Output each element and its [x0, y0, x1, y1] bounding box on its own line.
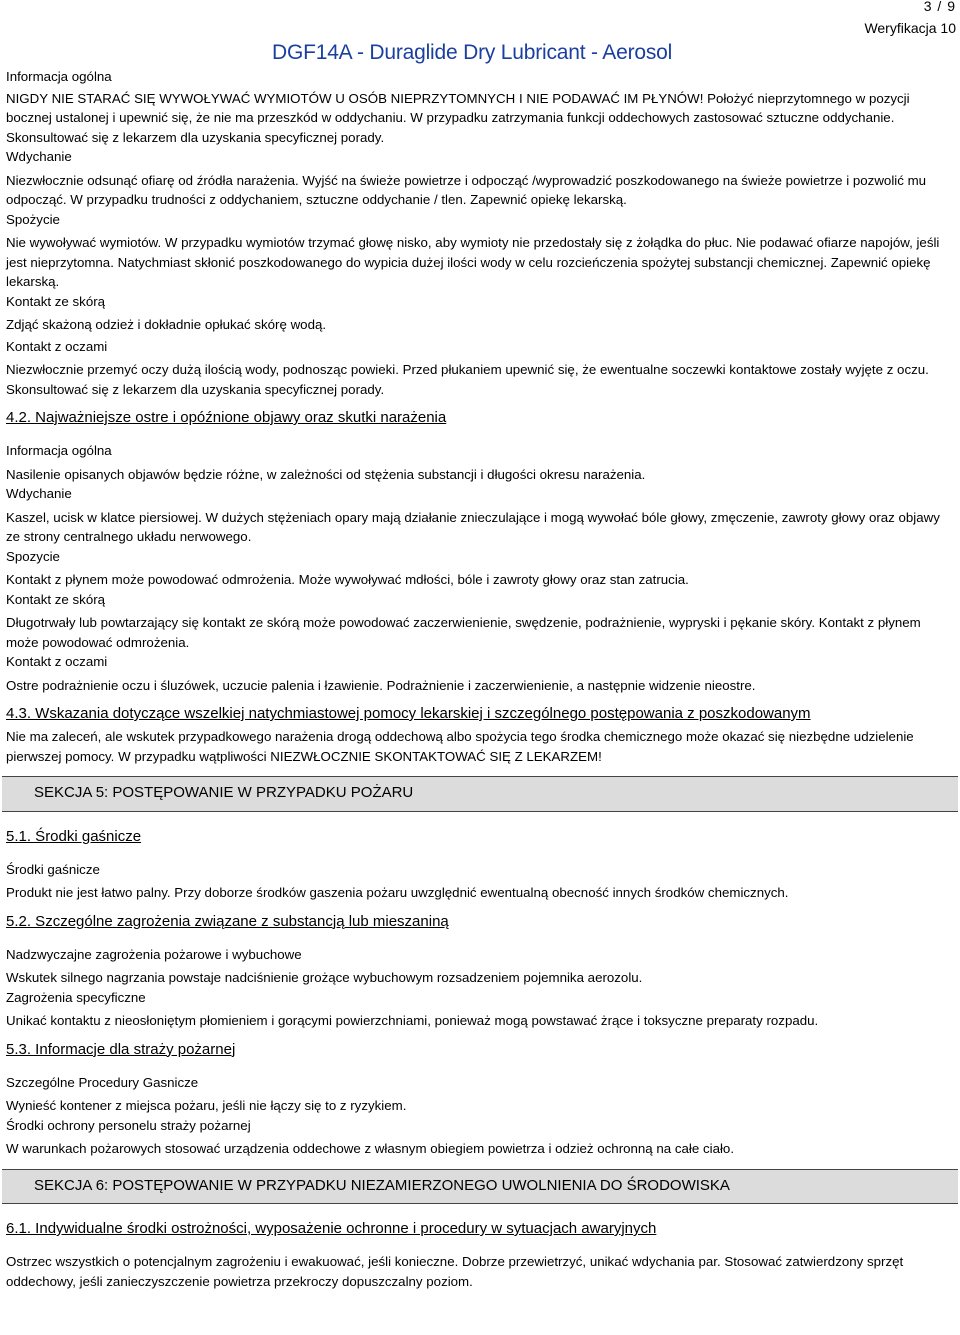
- label-firefighter-protection: Środki ochrony personelu straży pożarnej: [6, 1117, 251, 1133]
- text-general-information: Nasilenie opisanych objawów będzie różne, w zależności od stężenia substancji i długości okresu narażenia.: [6, 466, 646, 482]
- text-personal-precautions: Ostrzec wszystkich o potencjalnym zagrożeniu i ewakuować, jeśli konieczne. Dobrze przewietrzyć, unikać wdychania par. Stosować zatwierdzony sprzęt oddechowy, jeśli zanieczyszczenie powietrza przekroczy dopuszczalny poziom.: [6, 1254, 904, 1289]
- text-eye-contact: Niezwłocznie przemyć oczy dużą ilością wody, podnosząc powieki. Przed płukaniem upewnić się, że ewentualne soczewki kontaktowe zostały wyjęte z oczu. Skonsultować się z lekarzem dla uzyskania specyficznej porady.: [6, 362, 929, 397]
- section-heading-6: SEKCJA 6: POSTĘPOWANIE W PRZYPADKU NIEZAMIERZONEGO UWOLNIENIA DO ŚRODOWISKA: [2, 1169, 958, 1205]
- document-body: [6, 67, 954, 1291]
- text-skin-contact: Długotrwały lub powtarzający się kontakt ze skórą może powodować zaczerwienienie, swędzenie, podrażnienie, wypryski i pękanie skóry. Kontakt z płynem może powodować odmrożenia.: [6, 615, 921, 650]
- label-eye-contact: Kontakt z oczami: [6, 338, 108, 354]
- label-eye-contact: Kontakt z oczami: [6, 654, 108, 669]
- label-extinguishing-media: Środki gaśnicze: [6, 861, 100, 877]
- label-skin-contact: Kontakt ze skórą: [6, 591, 106, 607]
- subsection-heading-6-1: 6.1. Indywidualne środki ostrożności, wyposażenie ochronne i procedury w sytuacjach awaryjnych: [6, 1220, 657, 1237]
- label-inhalation: Wdychanie: [6, 486, 72, 501]
- text-skin-contact: Zdjąć skażoną odzież i dokładnie opłukać skórę wodą.: [6, 317, 327, 332]
- text-inhalation: Niezwłocznie odsunąć ofiarę od źródła narażenia. Wyjść na świeże powietrze i odpocząć /wyprowadzić poszkodowanego na świeże powietrze i pozwolić mu odpocząć. W przypadku trudności z oddychaniem, sztuczne oddychanie / tlen. Zapewnić opiekę lekarską.: [6, 172, 927, 207]
- label-fire-explosion-hazards: Nadzwyczajne zagrożenia pożarowe i wybuchowe: [6, 946, 302, 962]
- label-skin-contact: Kontakt ze skórą: [6, 293, 106, 309]
- text-general-information: NIGDY NIE STARAĆ SIĘ WYWOŁYWAĆ WYMIOTÓW U OSÓB NIEPRZYTOMNYCH I NIE PODAWAĆ IM PŁYNÓW! Położyć nieprzytomnego w pozycji bocznej ustalonej i upewnić się, że nie ma przeszkód w oddychaniu. W przypadku zatrzymania funkcji oddechowych zastosować sztuczne oddychanie. Skonsultować się z lekarzem dla uzyskania specyficznej porady.: [6, 90, 910, 145]
- text-medical-attention: Nie ma zaleceń, ale wskutek przypadkowego narażenia drogą oddechową albo spożycia tego środka chemicznego może okazać się niezbędne udzielenie pierwszej pomocy. W przypadku wątpliwości NIEZWŁOCZNIE SKONTAKTOWAĆ SIĘ Z LEKARZEM!: [6, 729, 914, 764]
- label-ingestion: Spożycie: [6, 211, 60, 227]
- label-general-information: Informacja ogólna: [6, 443, 112, 458]
- label-ingestion: Spozycie: [6, 548, 60, 564]
- text-specific-hazards: Unikać kontaktu z nieosłoniętym płomieniem i gorącymi powierzchniami, ponieważ mogą powstawać żrące i toksyczne preparaty rozpadu.: [6, 1013, 819, 1028]
- text-firefighter-protection: W warunkach pożarowych stosować urządzenia oddechowe z własnym obiegiem powietrza i odzież ochronną na całe ciało.: [6, 1141, 735, 1156]
- subsection-heading-5-2: 5.2. Szczególne zagrożenia związane z substancją lub mieszaniną: [6, 912, 449, 930]
- text-inhalation: Kaszel, ucisk w klatce piersiowej. W dużych stężeniach opary mają działanie znieczulające i mogą wywołać bóle głowy, zmęczenie, zawroty głowy oraz objawy ze strony centralnego układu nerwowego.: [6, 509, 940, 544]
- text-extinguishing-media: Produkt nie jest łatwo palny. Przy doborze środków gaszenia pożaru uwzględnić ewentualną obecność innych środków chemicznych.: [6, 885, 789, 900]
- label-inhalation: Wdychanie: [6, 149, 72, 164]
- product-title: DGF14A - Duraglide Dry Lubricant - Aerosol: [272, 41, 673, 64]
- label-general-information: Informacja ogólna: [6, 69, 112, 84]
- text-ingestion: Kontakt z płynem może powodować odmrożenia. Może wywoływać mdłości, bóle i zawroty głowy oraz stan zatrucia.: [6, 572, 689, 587]
- subsection-heading-4-2: 4.2. Najważniejsze ostre i opóźnione objawy oraz skutki narażenia: [6, 409, 447, 426]
- subsection-heading-5-3: 5.3. Informacje dla straży pożarnej: [6, 1040, 236, 1058]
- subsection-heading-4-3: 4.3. Wskazania dotyczące wszelkiej natychmiastowej pomocy lekarskiej i szczególnego postępowania z poszkodowanym: [6, 705, 811, 722]
- revision-label: Weryfikacja 10: [864, 20, 956, 36]
- text-eye-contact: Ostre podrażnienie oczu i śluzówek, uczucie palenia i łzawienie. Podrażnienie i zaczerwienienie, a następnie widzenie nieostre.: [6, 677, 756, 693]
- label-specific-hazards: Zagrożenia specyficzne: [6, 989, 146, 1005]
- label-firefighting-procedures: Szczególne Procedury Gasnicze: [6, 1074, 199, 1090]
- text-firefighting-procedures: Wynieść kontener z miejsca pożaru, jeśli nie łączy się to z ryzykiem.: [6, 1098, 407, 1113]
- page-number: 3 / 9: [923, 0, 956, 14]
- section-heading-5: SEKCJA 5: POSTĘPOWANIE W PRZYPADKU POŻARU: [2, 776, 958, 812]
- text-ingestion: Nie wywoływać wymiotów. W przypadku wymiotów trzymać głowę nisko, aby wymioty nie przedostały się z żołądka do płuc. Nie podawać ofiarze napojów, jeśli jest nieprzytomna. Natychmiast skłonić poszkodowanego do wypicia dużej ilości wody w celu rozcieńczenia spożytej substancji chemicznej. Zapewnić opiekę lekarską.: [6, 235, 940, 289]
- subsection-heading-5-1: 5.1. Środki gaśnicze: [6, 827, 142, 845]
- text-fire-explosion-hazards: Wskutek silnego nagrzania powstaje nadciśnienie grożące wybuchowym rozsadzeniem pojemnika aerozolu.: [6, 970, 643, 985]
